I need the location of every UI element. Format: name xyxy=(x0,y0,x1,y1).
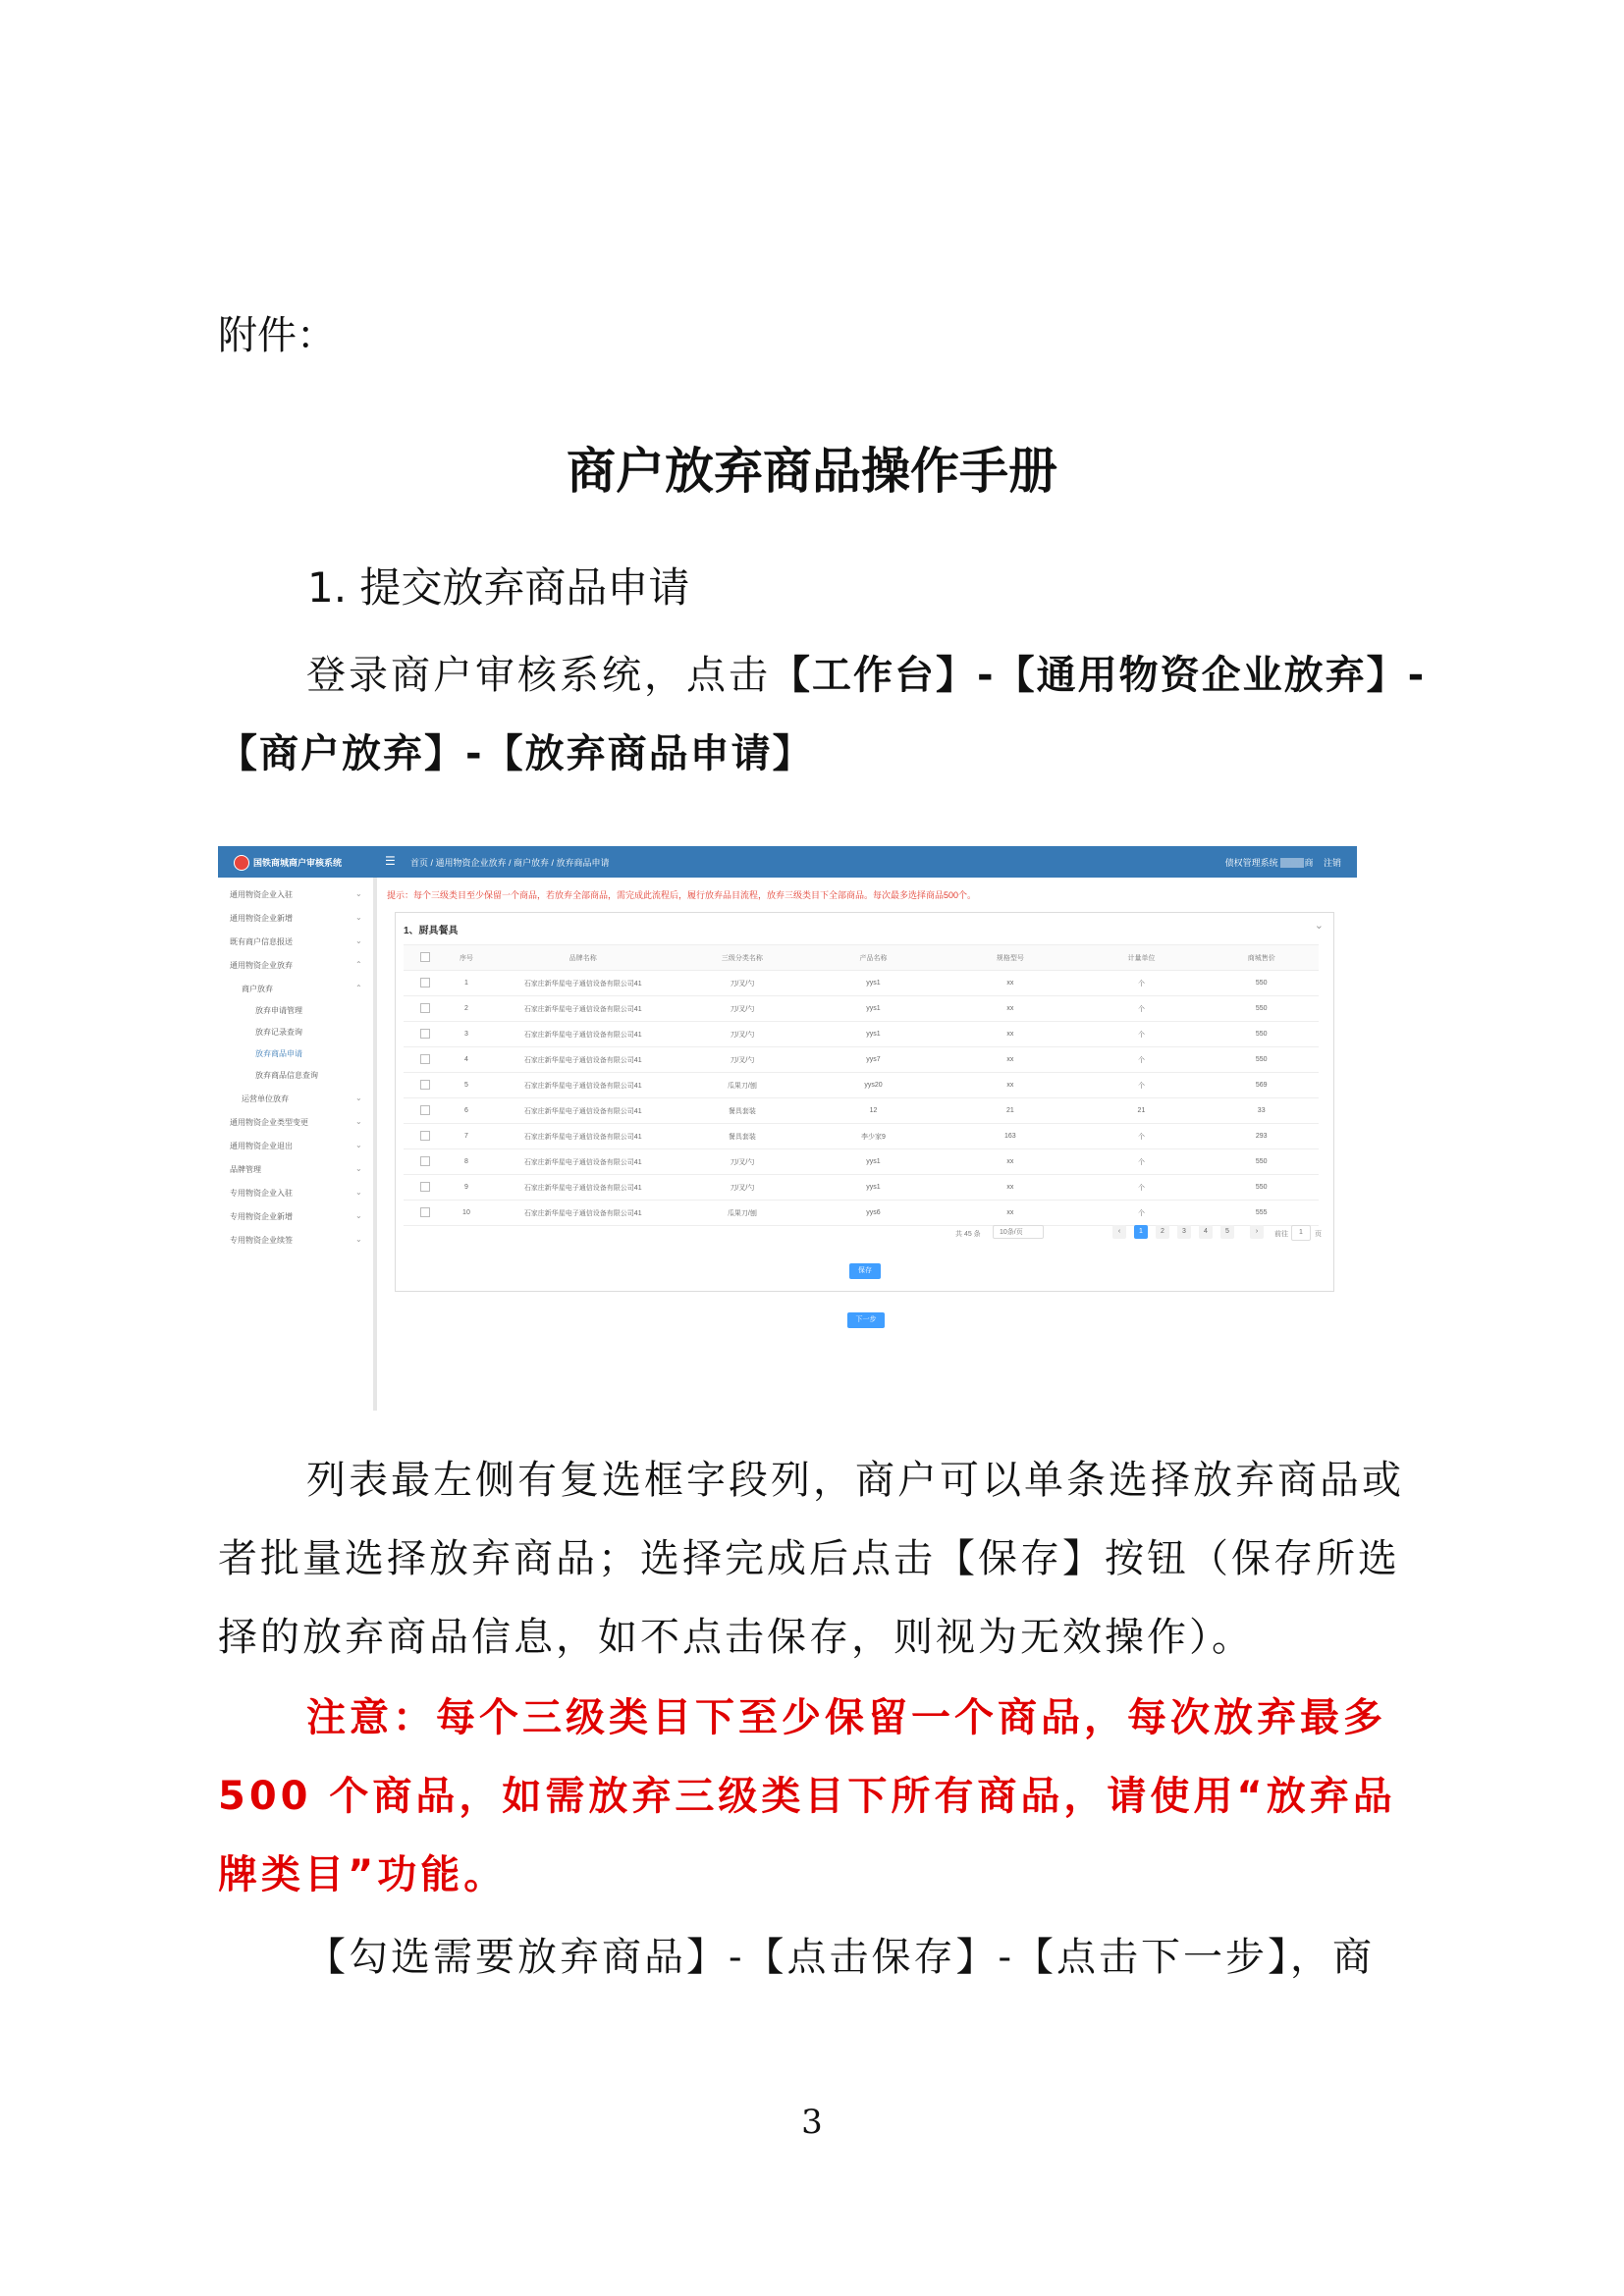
table-cell: yys20 xyxy=(805,1073,942,1098)
table-cell: 1 xyxy=(446,971,486,996)
row-checkbox-cell xyxy=(404,1149,446,1175)
table-cell: 7 xyxy=(446,1124,486,1149)
sidebar-item[interactable]: 通用物资企业放弃 xyxy=(230,961,293,970)
table-cell: xx xyxy=(942,1047,1078,1073)
goods-table xyxy=(404,944,1319,1226)
page-number: 3 xyxy=(801,2103,823,2142)
table-cell: 550 xyxy=(1204,1022,1319,1047)
sidebar-chevron-icon: ⌄ xyxy=(355,1141,362,1149)
sidebar-item[interactable]: 放弃商品申请 xyxy=(255,1049,302,1058)
select-all-checkbox[interactable] xyxy=(420,952,430,962)
steps-paragraph: 【勾选需要放弃商品】-【点击保存】-【点击下一步】，商 xyxy=(306,1935,1376,1980)
table-cell: xx xyxy=(942,1175,1078,1201)
row-checkbox[interactable] xyxy=(420,1105,430,1115)
row-checkbox[interactable] xyxy=(420,1054,430,1064)
table-cell: 刀/叉/勺 xyxy=(679,996,805,1022)
table-cell: yys1 xyxy=(805,1022,942,1047)
sidebar-chevron-icon: ⌄ xyxy=(355,1211,362,1220)
sidebar-item[interactable]: 放弃商品信息查询 xyxy=(255,1071,318,1080)
table-cell: 李少家9 xyxy=(805,1124,942,1149)
table-cell: 个 xyxy=(1079,1022,1205,1047)
table-cell: 550 xyxy=(1204,971,1319,996)
sidebar-item[interactable]: 通用物资企业退出 xyxy=(230,1142,293,1150)
sidebar-item[interactable]: 运营单位放弃 xyxy=(242,1095,289,1103)
instruction-paragraph xyxy=(218,636,1435,793)
sidebar-chevron-icon: ⌃ xyxy=(355,984,362,992)
table-cell: 刀/叉/勺 xyxy=(679,1047,805,1073)
table-cell: yys7 xyxy=(805,1047,942,1073)
table-cell: 个 xyxy=(1079,1124,1205,1149)
sidebar-item[interactable]: 专用物资企业新增 xyxy=(230,1212,293,1221)
row-checkbox[interactable] xyxy=(420,1029,430,1039)
table-cell: 9 xyxy=(446,1175,486,1201)
table-cell: 石家庄新华星电子通信设备有限公司41 xyxy=(487,1175,679,1201)
top-bar xyxy=(218,846,1357,878)
table-cell: yys1 xyxy=(805,1175,942,1201)
sidebar-chevron-icon: ⌄ xyxy=(355,1094,362,1102)
table-row xyxy=(404,1149,1319,1175)
page-number-button[interactable]: 3 xyxy=(1177,1225,1191,1239)
row-checkbox[interactable] xyxy=(420,1207,430,1217)
page-number-button[interactable]: 2 xyxy=(1156,1225,1169,1239)
top-right-area xyxy=(1225,856,1341,869)
table-cell: xx xyxy=(942,1201,1078,1226)
row-checkbox[interactable] xyxy=(420,1182,430,1192)
tip-text: 提示：每个三级类目至少保留一个商品，若放弃全部商品，需完成此流程后，履行放弃品目流程，放弃三级类目下全部商品。每次最多选择商品500个。 xyxy=(387,890,977,900)
category-title: 1、厨具餐具 xyxy=(404,926,459,936)
system-logo-icon xyxy=(234,855,249,871)
table-cell: 163 xyxy=(942,1124,1078,1149)
table-cell: 刀/叉/勺 xyxy=(679,1022,805,1047)
goto-page-input[interactable]: 1 xyxy=(1291,1225,1311,1241)
table-cell: 3 xyxy=(446,1022,486,1047)
table-row xyxy=(404,1022,1319,1047)
table-row xyxy=(404,996,1319,1022)
goto-label: 前往 xyxy=(1274,1231,1288,1238)
table-row xyxy=(404,1201,1319,1226)
table-cell: 石家庄新华星电子通信设备有限公司41 xyxy=(487,1073,679,1098)
table-row xyxy=(404,1047,1319,1073)
table-cell: 刀/叉/勺 xyxy=(679,1175,805,1201)
document-title: 商户放弃商品操作手册 xyxy=(567,443,1057,500)
column-header: 品牌名称 xyxy=(487,945,679,971)
breadcrumb: 首页 / 通用物资企业放弃 / 商户放弃 / 放弃商品申请 xyxy=(410,858,610,868)
system-name: 国铁商城商户审核系统 xyxy=(253,858,343,868)
row-checkbox-cell xyxy=(404,1175,446,1201)
row-checkbox[interactable] xyxy=(420,1156,430,1166)
next-step-button[interactable]: 下一步 xyxy=(847,1312,885,1328)
table-cell: 569 xyxy=(1204,1073,1319,1098)
user-name-suffix: 商 xyxy=(1304,858,1314,868)
table-row xyxy=(404,1124,1319,1149)
sidebar-chevron-icon: ⌄ xyxy=(355,936,362,945)
sidebar-chevron-icon: ⌄ xyxy=(355,1235,362,1244)
row-checkbox-cell xyxy=(404,1124,446,1149)
table-cell: 21 xyxy=(1079,1098,1205,1124)
row-checkbox-cell xyxy=(404,1022,446,1047)
sidebar-item[interactable]: 既有商户信息报送 xyxy=(230,937,293,946)
warning-paragraph: 注意：每个三级类目下至少保留一个商品，每次放弃最多500 个商品，如需放弃三级类目下所有商品，请使用“放弃品牌类目”功能。 xyxy=(218,1695,1396,1897)
sidebar xyxy=(218,878,377,1411)
menu-toggle-icon[interactable]: ☰ xyxy=(385,854,396,868)
table-cell: 餐具套装 xyxy=(679,1124,805,1149)
table-cell: 石家庄新华星电子通信设备有限公司41 xyxy=(487,1047,679,1073)
column-header: 三级分类名称 xyxy=(679,945,805,971)
table-cell: yys1 xyxy=(805,996,942,1022)
row-checkbox[interactable] xyxy=(420,1131,430,1141)
row-checkbox-cell xyxy=(404,1201,446,1226)
table-cell: 5 xyxy=(446,1073,486,1098)
column-header: 序号 xyxy=(446,945,486,971)
table-cell: xx xyxy=(942,971,1078,996)
sidebar-item[interactable]: 通用物资企业入驻 xyxy=(230,890,293,899)
table-row xyxy=(404,1073,1319,1098)
table-cell: 293 xyxy=(1204,1124,1319,1149)
main-content xyxy=(377,878,1357,1411)
table-cell: 550 xyxy=(1204,996,1319,1022)
column-header: 产品名称 xyxy=(805,945,942,971)
collapse-chevron-icon[interactable]: ⌄ xyxy=(1314,920,1324,932)
sidebar-chevron-icon: ⌄ xyxy=(355,913,362,922)
app-screenshot xyxy=(218,846,1357,1411)
page-number-button[interactable]: 4 xyxy=(1199,1225,1213,1239)
table-cell: 瓜果刀/刨 xyxy=(679,1073,805,1098)
pagination-total: 共 45 条 xyxy=(955,1231,981,1238)
sidebar-item[interactable]: 品牌管理 xyxy=(230,1165,261,1174)
table-cell: 10 xyxy=(446,1201,486,1226)
table-cell: 550 xyxy=(1204,1149,1319,1175)
row-checkbox-cell xyxy=(404,996,446,1022)
table-row xyxy=(404,1098,1319,1124)
table-cell: 个 xyxy=(1079,1073,1205,1098)
table-cell: 550 xyxy=(1204,1047,1319,1073)
table-cell: xx xyxy=(942,1149,1078,1175)
table-cell: yys1 xyxy=(805,1149,942,1175)
table-cell: 刀/叉/勺 xyxy=(679,971,805,996)
sidebar-chevron-icon: ⌄ xyxy=(355,1117,362,1126)
masked-user-name: ■■ ■■ xyxy=(1280,858,1305,868)
table-cell: 石家庄新华星电子通信设备有限公司41 xyxy=(487,971,679,996)
row-checkbox-cell xyxy=(404,1098,446,1124)
column-header: 商城售价 xyxy=(1204,945,1319,971)
page-size-select[interactable]: 10条/页 xyxy=(993,1225,1044,1239)
table-cell: 个 xyxy=(1079,1175,1205,1201)
column-header: 规格型号 xyxy=(942,945,1078,971)
save-button[interactable]: 保存 xyxy=(849,1263,881,1279)
sidebar-item[interactable]: 通用物资企业新增 xyxy=(230,914,293,923)
sidebar-item[interactable]: 专用物资企业入驻 xyxy=(230,1189,293,1198)
next-page-button[interactable]: › xyxy=(1250,1225,1264,1239)
page-number-button[interactable]: 5 xyxy=(1220,1225,1234,1239)
column-header: 计量单位 xyxy=(1079,945,1205,971)
table-cell: 石家庄新华星电子通信设备有限公司41 xyxy=(487,1201,679,1226)
row-checkbox-cell xyxy=(404,971,446,996)
table-row xyxy=(404,971,1319,996)
table-cell: 石家庄新华星电子通信设备有限公司41 xyxy=(487,996,679,1022)
page-number-button[interactable]: 1 xyxy=(1134,1225,1148,1239)
description-paragraph: 列表最左侧有复选框字段列，商户可以单条选择放弃商品或者批量选择放弃商品；选择完成后点击【保存】按钮（保存所选择的放弃商品信息，如不点击保存，则视为无效操作）。 xyxy=(218,1458,1404,1660)
table-cell: 石家庄新华星电子通信设备有限公司41 xyxy=(487,1022,679,1047)
instruction-prefix: 登录商户审核系统，点击 xyxy=(306,653,771,698)
table-cell: xx xyxy=(942,996,1078,1022)
sidebar-chevron-icon: ⌃ xyxy=(355,960,362,969)
table-cell: 石家庄新华星电子通信设备有限公司41 xyxy=(487,1124,679,1149)
table-cell: 个 xyxy=(1079,996,1205,1022)
table-cell: yys1 xyxy=(805,971,942,996)
table-cell: 个 xyxy=(1079,1047,1205,1073)
table-cell: 6 xyxy=(446,1098,486,1124)
table-cell: 33 xyxy=(1204,1098,1319,1124)
table-row xyxy=(404,1175,1319,1201)
table-cell: 个 xyxy=(1079,971,1205,996)
table-cell: 个 xyxy=(1079,1201,1205,1226)
table-cell: 个 xyxy=(1079,1149,1205,1175)
table-cell: 12 xyxy=(805,1098,942,1124)
table-cell: 4 xyxy=(446,1047,486,1073)
sidebar-item[interactable]: 通用物资企业类型变更 xyxy=(230,1118,308,1127)
section-heading: 1. 提交放弃商品申请 xyxy=(307,563,690,612)
sidebar-item[interactable]: 放弃申请管理 xyxy=(255,1006,302,1015)
category-card xyxy=(395,912,1334,1292)
table-cell: xx xyxy=(942,1073,1078,1098)
row-checkbox-cell xyxy=(404,1073,446,1098)
sidebar-chevron-icon: ⌄ xyxy=(355,1188,362,1197)
prev-page-button[interactable]: ‹ xyxy=(1112,1225,1126,1239)
table-cell: 刀/叉/勺 xyxy=(679,1149,805,1175)
logout-link[interactable]: 注销 xyxy=(1323,858,1341,868)
sidebar-item[interactable]: 专用物资企业续签 xyxy=(230,1236,293,1245)
sidebar-item[interactable]: 放弃记录查询 xyxy=(255,1028,302,1037)
table-cell: 石家庄新华星电子通信设备有限公司41 xyxy=(487,1098,679,1124)
sidebar-chevron-icon: ⌄ xyxy=(355,889,362,898)
row-checkbox[interactable] xyxy=(420,978,430,988)
table-cell: 550 xyxy=(1204,1175,1319,1201)
row-checkbox-cell xyxy=(404,1047,446,1073)
pagination xyxy=(955,1225,1328,1241)
table-cell: 8 xyxy=(446,1149,486,1175)
sidebar-chevron-icon: ⌄ xyxy=(355,1164,362,1173)
table-cell: 瓜果刀/刨 xyxy=(679,1201,805,1226)
goto-unit: 页 xyxy=(1315,1231,1322,1238)
row-checkbox[interactable] xyxy=(420,1080,430,1090)
table-cell: yys6 xyxy=(805,1201,942,1226)
table-cell: 2 xyxy=(446,996,486,1022)
table-header-row xyxy=(404,945,1319,971)
attachment-label: 附件： xyxy=(218,313,336,358)
table-cell: 餐具套装 xyxy=(679,1098,805,1124)
table-cell: 石家庄新华星电子通信设备有限公司41 xyxy=(487,1149,679,1175)
table-cell: xx xyxy=(942,1022,1078,1047)
row-checkbox[interactable] xyxy=(420,1003,430,1013)
table-cell: 555 xyxy=(1204,1201,1319,1226)
select-all-checkbox-cell xyxy=(404,945,446,971)
table-cell: 21 xyxy=(942,1098,1078,1124)
navigation-path: 【工作台】-【通用物资企业放弃】-【商户放弃】-【放弃商品申请】 xyxy=(218,653,1427,776)
user-system-label: 债权管理系统 xyxy=(1224,858,1278,868)
sidebar-item[interactable]: 商户放弃 xyxy=(242,985,273,993)
